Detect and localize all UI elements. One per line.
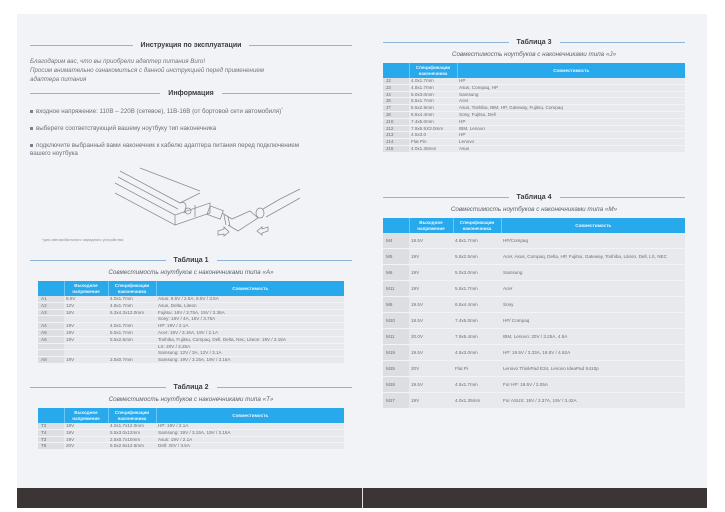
table-cell: 19.5V (409, 345, 453, 361)
manual-heading-text: Инструкция по эксплуатации (140, 41, 242, 49)
table-cell: Lenovo ThinkPad E34, Lenovo IdeaPad S410p (501, 361, 685, 377)
tip-code-cell (38, 350, 64, 357)
tip-code-cell: A5 (38, 329, 64, 336)
col-header: Выходное напряжение (64, 408, 108, 423)
table-cell: 5.5х3.0х12mm (108, 429, 156, 436)
tip-code-cell: M20 (383, 313, 409, 329)
table2-heading-text: Таблица 2 (173, 383, 209, 391)
bullet-item (30, 105, 352, 116)
table4-subtitle: Совместимость ноутбуков с наконечниками типа «M» (450, 206, 618, 213)
bullet-icon (30, 144, 33, 147)
tip-code-cell: J10 (383, 118, 409, 125)
table1 (38, 281, 344, 364)
table-cell: Sony (501, 297, 685, 313)
tip-code-cell: A1 (38, 296, 64, 302)
table-cell: Samsung: 19V / 3.15A, 19V / 3.16A (156, 429, 344, 436)
table-cell: 6.5х4.4mm (453, 297, 501, 313)
tip-code-cell: J15 (383, 145, 409, 152)
tip-code-cell: M6 (383, 265, 409, 281)
intro-line: Благодарим вас, что вы приобрели адаптер питания Buro! (30, 58, 206, 65)
table-row (38, 357, 344, 364)
table-cell: HP: 19V / 2.1A (156, 323, 344, 330)
tip-code-cell: M25 (383, 361, 409, 377)
table-cell: 5.5х2.5mm (108, 336, 156, 343)
table-row (38, 343, 344, 350)
table1-heading-text: Таблица 1 (173, 256, 209, 264)
table3-heading-text: Таблица 3 (516, 38, 552, 46)
laptop-connector-illustration (100, 163, 300, 238)
table4-section (383, 191, 685, 409)
table-cell (64, 350, 108, 357)
tip-code-cell: T4 (38, 429, 64, 436)
table-cell: 4.5х1.7mm (453, 377, 501, 393)
table3-subtitle: Совместимость ноутбуков с наконечниками типа «J» (451, 51, 617, 58)
table-cell: 7.4х5.0mm (453, 313, 501, 329)
table-cell: 19V (409, 265, 453, 281)
table-cell: 6.3х4.3х12.0mm (108, 309, 156, 316)
table-cell: 19V (64, 436, 108, 443)
bullet-item (30, 142, 320, 158)
tip-code-cell: J13 (383, 132, 409, 139)
table1-section (30, 254, 352, 364)
tip-code-cell: M8 (383, 297, 409, 313)
table-cell: 18.5V (409, 233, 453, 249)
col-header (38, 281, 64, 296)
table-row (383, 345, 685, 361)
table-cell: 5.0х3.0mm (409, 91, 457, 98)
table-cell: 4.0х1.35mm (453, 393, 501, 409)
table-cell: 18.5V (409, 313, 453, 329)
tip-code-cell: M19 (383, 345, 409, 361)
table-cell: 5.5х2.5х12.5mm (108, 443, 156, 450)
tip-code-cell: T6 (38, 443, 64, 450)
table-cell: 4.5х3.0mm (453, 345, 501, 361)
tip-code-cell (38, 343, 64, 350)
table-cell: 19.5V (409, 297, 453, 313)
table-cell: 4.5х3.0 (409, 132, 457, 139)
table-row (383, 297, 685, 313)
col-header: Совместимость (501, 218, 685, 233)
table-cell (108, 343, 156, 350)
table-cell: Samsung: 12V / 3A, 12V / 3.1A (156, 350, 344, 357)
tip-code-cell: J2 (383, 78, 409, 84)
table-cell: Samsung (457, 91, 685, 98)
table-cell: Acer, Asus, Compaq, Delta, HP, Fujitsu, Gateway, Toshiba, Liteon, Dell, LS, NEC (501, 249, 685, 265)
table-cell (108, 316, 156, 323)
bullet-icon (30, 127, 33, 130)
table-row (38, 436, 344, 443)
table-cell: HP: 19V / 2.1A (156, 423, 344, 429)
table4 (383, 218, 685, 409)
table-row (383, 91, 685, 98)
table-cell: 20V (409, 361, 453, 377)
fold-line (362, 488, 363, 508)
bullet-item (30, 125, 352, 133)
tip-code-cell (38, 316, 64, 323)
scan-background-strip (17, 488, 707, 508)
table-cell: 7.4х5.0mm (409, 118, 457, 125)
table-cell: Acer: 19V / 3.16A, 19V / 2.1A (156, 329, 344, 336)
table-cell: Asus: 9.5V / 2.5A, 9.5V / 3.5A (156, 296, 344, 302)
table-cell: 4.0х1.7mm (108, 296, 156, 302)
table2-section (30, 381, 352, 450)
table-cell (64, 316, 108, 323)
table-row (383, 233, 685, 249)
table-cell: 4.0х1.35mm (409, 145, 457, 152)
table-row (383, 265, 685, 281)
table-cell (108, 350, 156, 357)
table-row (38, 302, 344, 309)
table-cell: HP/Compaq (501, 233, 685, 249)
col-header: Выходное напряжение (409, 218, 453, 233)
table-row (383, 132, 685, 139)
table-cell: 5.5х2.5mm (409, 105, 457, 112)
table-cell: 19V (409, 249, 453, 265)
table-cell: HP (457, 118, 685, 125)
table-cell: 2.5х0.7mm (108, 357, 156, 364)
col-header (383, 218, 409, 233)
table-cell: 19V (64, 336, 108, 343)
table3-section (383, 36, 685, 153)
table-row (38, 443, 344, 450)
table-row (383, 84, 685, 91)
table-cell: 19V (64, 357, 108, 364)
col-header (38, 408, 64, 423)
tip-code-cell: A6 (38, 336, 64, 343)
col-header: Спецификации наконечника (108, 281, 156, 296)
bullet-text: входное напряжение: 110В – 220В (сетевое), 11В-16В (от бортовой сети автомобиля) (36, 108, 282, 116)
tip-code-cell: J14 (383, 139, 409, 146)
table-row (383, 98, 685, 105)
table-row (38, 323, 344, 330)
table-cell: 5.0х3.0mm (453, 265, 501, 281)
table2-subtitle: Совместимость ноутбуков с наконечниками типа «T» (108, 396, 274, 403)
table2-heading (30, 381, 352, 393)
table-cell: For ASUS: 19V / 2.37A, 19V / 3.42A (501, 393, 685, 409)
table-cell: 19V (64, 329, 108, 336)
intro-text (30, 57, 352, 84)
table-cell: 4.0х1.7mm (409, 78, 457, 84)
table-cell: 7.9х5.5Х3.0mm (409, 125, 457, 132)
table-row (383, 281, 685, 297)
bullet-text: выберете соответствующий вашему ноутбуку тип наконечника (36, 125, 217, 133)
table-row (383, 139, 685, 146)
table3-heading (383, 36, 685, 48)
table-cell: 4.0х1.7х12.0mm (108, 423, 156, 429)
tip-code-cell: M11 (383, 329, 409, 345)
tip-code-cell: T2 (38, 423, 64, 429)
table-cell: 4.0х1.7mm (108, 323, 156, 330)
table4-heading-text: Таблица 4 (516, 193, 552, 201)
table-row (383, 125, 685, 132)
table-row (383, 377, 685, 393)
col-header: Спецификации наконечника (453, 218, 501, 233)
col-header: Выходное напряжение (64, 281, 108, 296)
table-cell: 6.5х4.4mm (409, 111, 457, 118)
table-cell: 19V (64, 429, 108, 436)
intro-line: адаптера питания (30, 76, 87, 83)
table1-heading (30, 254, 352, 266)
tip-code-cell: J6 (383, 98, 409, 105)
table-cell: 2.5х0.7х10mm (108, 436, 156, 443)
table-cell: Fujitsu: 16V / 3.75A, 15V / 3.36A (156, 309, 344, 316)
tip-code-cell: A3 (38, 309, 64, 316)
table-cell: 19.5V (409, 377, 453, 393)
table-cell: 5.5х1.7mm (108, 329, 156, 336)
table-row (38, 350, 344, 357)
table2 (38, 408, 344, 450)
table-cell: Flat Pin (409, 139, 457, 146)
table-cell: 20.0V (409, 329, 453, 345)
table-row (383, 118, 685, 125)
table-row (383, 105, 685, 112)
table-row (38, 309, 344, 316)
table-cell: Toshiba, Fujitsu, Compaq, Dell, Delta, Nec, Liteon: 19V / 3.16A (156, 336, 344, 343)
table-cell: 20V (64, 443, 108, 450)
table4-heading (383, 191, 685, 203)
table-row (38, 429, 344, 436)
col-header: Совместимость (156, 408, 344, 423)
table-cell: HP (457, 132, 685, 139)
table-cell: 16V (64, 309, 108, 316)
tip-code-cell: M27 (383, 393, 409, 409)
bullet-text: подключите выбранный вами наконечник к кабелю адаптера питания перед подключением вашего ноутбука (30, 142, 299, 158)
table-cell: 9.5V (64, 296, 108, 302)
tip-code-cell: A8 (38, 357, 64, 364)
table-cell: IBM, Lenovo (457, 125, 685, 132)
table-cell: Sony: 16V / 4A, 16V / 3.75A (156, 316, 344, 323)
table-cell: Asus: 19V / 2.1A (156, 436, 344, 443)
tip-code-cell: J8 (383, 111, 409, 118)
table-cell: Lenovo (457, 139, 685, 146)
table-cell: Asus, Toshiba, IBM, HP, Gateway, Fujitsu, Compaq (457, 105, 685, 112)
info-bullets (30, 105, 352, 158)
col-header (383, 63, 409, 78)
table-row (383, 361, 685, 377)
tip-code-cell: M5 (383, 249, 409, 265)
tip-code-cell: M4 (383, 233, 409, 249)
table-cell: 12V (64, 302, 108, 309)
table-cell: 19V (409, 393, 453, 409)
intro-line: Просим внимательно ознакомиться с данной инструкцией перед применением (30, 67, 264, 74)
table-cell: Flat Pi (453, 361, 501, 377)
manual-heading (30, 39, 352, 51)
table-cell: LS: 20V / 3.25A (156, 343, 344, 350)
footnote: *для автомобильного зарядного устройства (42, 237, 124, 242)
table-cell: 4.8х1.7mm (409, 84, 457, 91)
table-cell: IBM, Lenovo: 20V / 3.25A, 4.5A (501, 329, 685, 345)
table-cell: Samsung (501, 265, 685, 281)
table-cell (64, 343, 108, 350)
info-heading (30, 87, 352, 99)
table-row (38, 336, 344, 343)
table-row (383, 329, 685, 345)
table-cell: HP/ Compaq (501, 313, 685, 329)
tip-code-cell: T3 (38, 436, 64, 443)
table-cell: Asus (457, 145, 685, 152)
bullet-icon (30, 110, 33, 113)
tip-code-cell: J12 (383, 125, 409, 132)
table-cell: 4.8х1.7mm (108, 302, 156, 309)
col-header: Спецификации наконечника (409, 63, 457, 78)
table-cell: Asus, Delta, Liteon (156, 302, 344, 309)
info-heading-text: Информация (168, 89, 214, 97)
footnote-mark: * (281, 106, 283, 111)
tip-code-cell: A2 (38, 302, 64, 309)
table-row (38, 329, 344, 336)
table1-subtitle: Совместимость ноутбуков с наконечниками типа «А» (108, 269, 274, 276)
tip-code-cell: M28 (383, 377, 409, 393)
table-cell: Acer (457, 98, 685, 105)
tip-code-cell: J7 (383, 105, 409, 112)
table-row (38, 316, 344, 323)
col-header: Спецификации наконечника (108, 408, 156, 423)
table-cell: 5.5х1.7mm (409, 98, 457, 105)
tip-code-cell: M11 (383, 281, 409, 297)
table-row (383, 249, 685, 265)
table-cell: Samsung: 19V / 3.15A, 19V / 3.16A (156, 357, 344, 364)
table-row (383, 111, 685, 118)
table-cell: HP (457, 78, 685, 84)
table3 (383, 63, 685, 153)
tip-code-cell: J3 (383, 84, 409, 91)
table-cell: Sony, Fujitsu, Dell (457, 111, 685, 118)
tip-code-cell: J4 (383, 91, 409, 98)
tip-code-cell: A4 (38, 323, 64, 330)
table-row (383, 313, 685, 329)
table-cell: 4.8х1.7mm (453, 233, 501, 249)
table-cell: 19V (64, 423, 108, 429)
table-cell: Dell: 20V / 3.5A (156, 443, 344, 450)
col-header: Совместимость (156, 281, 344, 296)
table-cell: 5.5х1.7mm (453, 281, 501, 297)
table-cell: Acer (501, 281, 685, 297)
table-cell: For HP: 19.5V / 2.05A (501, 377, 685, 393)
col-header: Совместимость (457, 63, 685, 78)
table-cell: HP: 19.5V / 3.33A, 19.5V / 4.62A (501, 345, 685, 361)
table-cell: 7.9х5.4mm (453, 329, 501, 345)
table-cell: 5.5х2.5mm (453, 249, 501, 265)
table-row (383, 145, 685, 152)
table-cell: 19V (409, 281, 453, 297)
table-cell: Asus, Compaq, HP (457, 84, 685, 91)
table-cell: 19V (64, 323, 108, 330)
table-row (383, 393, 685, 409)
